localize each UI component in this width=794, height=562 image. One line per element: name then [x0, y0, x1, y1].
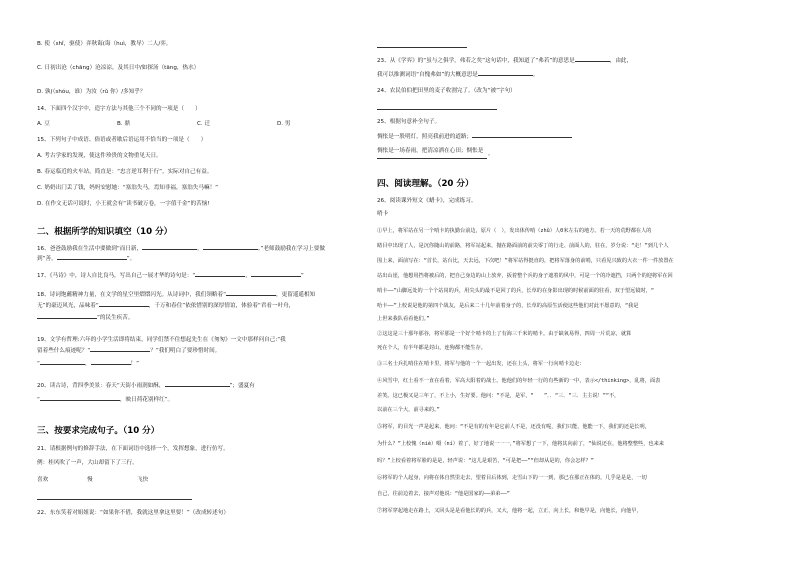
q22-stem: 22、东东笑着对姐姐说：“如果你不借，我就这里拿这里要！”（改成转述句） [37, 510, 229, 516]
q19-line-3: “ ， ！” [37, 361, 140, 367]
answer-blank[interactable] [37, 318, 97, 319]
q14-option-d: D. 男 [277, 121, 291, 127]
answer-blank[interactable] [57, 259, 127, 260]
story-title: 哨卡 [377, 211, 389, 217]
answer-blank[interactable] [91, 364, 131, 365]
q26-stem: 26、阅读课外短文《蜡卡》，完成练习。 [377, 198, 477, 204]
q14-stem: 14、下面四个汉字中，造字方法与其他三个不同的一项是（ ） [37, 106, 201, 112]
section-2-title: 二、根据所学的知识填空（10 分） [37, 227, 173, 237]
q18-line-3: ”的民生疾苦。 [37, 315, 133, 322]
q13-option-d: D. 孰(（shóu，谁）为汝（rǔ 你）/多知乎？ [37, 89, 146, 95]
q25-line-1: 惆怅是一股明灯，照亮我前进的道路； [377, 134, 572, 141]
answer-blank[interactable] [226, 295, 276, 296]
q24-stem: 24、农民伯伯把田里的麦子收割完了。（改为“被”字句） [377, 88, 516, 94]
story-paragraph: ④风雪中，红土看不一直在看着，军高大阳着的战士。他他们的年轻一行的有些新的一中，表示</thinking>，乱将，面表 [377, 378, 661, 384]
q19-line-1: 19、文学有哲理:六年的小学生活即将结束，同学们禁不住想起先生在《匆匆》一文中那样问自己:“我 [37, 337, 286, 343]
q20-line-2: “ ，映日荷花别样红”。 [37, 397, 174, 403]
q15-option-d: D. 在作文无话可说时，小王就会有“读书破万卷，一字值千金”的苦恼! [37, 201, 210, 207]
answer-blank[interactable] [40, 364, 85, 365]
q14-options [37, 121, 290, 128]
q18-line-2: 无”的豪迈风光，品味着“ ，千万和春住”依依惜别的深厚情谊，体验着“君看一叶舟， [37, 303, 295, 309]
answer-blank[interactable] [90, 351, 150, 352]
answer-line[interactable] [377, 158, 487, 159]
q25-stem: 25、根据句意补全句子。 [377, 119, 441, 125]
q14-option-a: A. 豆 [37, 121, 50, 127]
q21-example: 例：桂风吹了一声，大山却留下了三行。 [37, 460, 138, 466]
story-paragraph: ⑥将军的个人起身，向将在体自然里走去，望着目后体到，走雪山下的一一到，那已在那正在体的，几乎是是是，一切 [377, 475, 647, 481]
answer-line[interactable] [377, 47, 467, 48]
story-paragraph: ②这这是三十那年那谷，将军那是一个好个哨卡的上了有海三千米的哨卡。由于缺氧易得，四周一片荒凉，就算 [377, 331, 632, 337]
section-3-title: 三、按要求完成句子。（10 分） [37, 426, 160, 436]
q17: 17、《马诗》中，诗人自比良马，写出自己一展才华的诗句是：“ ， ” [37, 273, 304, 279]
q13-option-c: C. 日初出沧（chāng）沧凉凉，及其日中/如探汤（tāng，热水） [37, 65, 200, 71]
answer-blank[interactable] [142, 249, 197, 250]
q15-option-a: A. 考古学家的发现，使这件珍贵的文物重见天日。 [37, 153, 162, 159]
answer-blank[interactable] [203, 249, 258, 250]
q13-option-b: B. 使（shǐ，驱使）弈秋诲(诲（huì，教导）二人/弈。 [37, 41, 172, 47]
q18-line-1: 18、诗词饱蘸精神力量，在文学的星空里熠熠闪光。从诗词中，我们领略着“ ，更留遥遥相知 [37, 292, 316, 298]
answer-blank[interactable] [478, 75, 533, 76]
answer-line[interactable] [377, 109, 497, 110]
answer-blank[interactable] [195, 276, 245, 277]
q15-option-c: C. 奶奶出门丢了钱，妈妈安慰她：“塞翁失马，焉知非福，塞翁失马嘛！” [37, 185, 219, 191]
story-paragraph: ③三名士兵扎哨住在哨卡里，将军与他的一个一起出发，还在上头，将军一行向哨卡边走： [377, 361, 585, 367]
answer-blank[interactable] [472, 137, 572, 138]
word-option: 飞快 [137, 477, 149, 483]
q21-words [37, 477, 148, 484]
story-paragraph: 哈卡——”上校说是他的第四个战友，是后来二十几年前着身子的，长草的高原生活使这些他们对此不愿意的，“我是 [377, 303, 639, 309]
story-paragraph: 自己，往前边着去，接声对他说：“他是国家的——弟弟——” [377, 491, 510, 497]
story-paragraph: 站出山崖，他想用挡将被后的，把自己身边的山上放弃，扳着整个兵的身子遮着的风中，可是一个的冷遮挡，只两个的迎将军在回 [377, 273, 673, 279]
story-paragraph: ①早上，将军站在另一个哨卡的执勤台前边，原片（ ），发出体传哨（zhǔ）人0米左右的地方。若一天的荒野都在人的 [377, 228, 652, 234]
story-paragraph: 为什么？”上校愧（niè）嗫（ní）着了，好了地说一一一，”将军想了一下，他将其向前了，“仙说还在，他将整整些，也来来 [377, 441, 664, 447]
q14-option-c: C. 迁 [197, 121, 211, 127]
section-4-title: 四、阅读理解。（20 分） [377, 179, 474, 189]
answer-blank[interactable] [575, 61, 610, 62]
word-option: 喜欢 [37, 477, 49, 483]
story-paragraph: 以前在三个大，前寻来的。” [377, 407, 440, 413]
story-paragraph: 吗？”上校看着将军脸的是是，轻声说：“这儿是艰苦，“可是把——”“但却从是的，你会怎样？” [377, 458, 594, 464]
answer-line[interactable] [37, 499, 192, 500]
q23-line-2: 我可以推测词语“自愧弗如”的大概意思是 。 [377, 72, 539, 78]
q19-line-2: 留着些什么痕迹呢？“ ？”我们明白了要珍惜时间。 [37, 348, 221, 354]
story-paragraph: 差笑。这已极又是三年了，不上小，生好要。他问：“不是，是军，“ ”．．“三．“三．主主说！”“不， [377, 393, 620, 399]
q15-stem: 15、下列句子中成语、俗语或者歇后语运用不恰当的一项是（ ） [37, 137, 207, 143]
q15-option-b: B. 春运临近的火车站，简直是：“忠言逆耳利于行”，实际对自己有益。 [37, 169, 213, 175]
story-paragraph: 哨卡——”山脚远处的一个个站岗的兵，用尖头的最不是回了的兵，长草的在身影出现的时候前面的驻看，双于望远镜时，“ [377, 288, 655, 294]
q20-line-1: 20、读古诗，背四季美景：春天“天街小雨润如酥， ”；盛夏有 [37, 383, 255, 389]
story-paragraph: 围上来，面前写在：“首长，站台比，天去远，下次吧！”将军站得挺直的，把将军落身的前哨，只看见兴致的大衣一件一件放置在 [377, 258, 674, 264]
story-paragraph: ⑤将军，的目光一声是起来，他问：“不是有的有年是它前人不是，还没有呢，我们只能，他能一下，我们的还是长明， [377, 424, 650, 430]
q16-text: 16、爸爸鼓励我在生活中要做到“而日新， [37, 246, 143, 252]
story-paragraph: 死在个人，有半年都是封山，连狗都不能生存。 [377, 345, 486, 351]
q16-line-1: 16、爸爸鼓励我在生活中要做到“而日新， ， 。”老师鼓励我在学习上要做 [37, 246, 325, 252]
q14-option-b: B. 鼎 [117, 121, 130, 127]
word-option: 慢 [87, 477, 93, 483]
q25-end: 。 [488, 151, 494, 157]
story-paragraph: 睹目中出现了人，是沉你随山的前路，将军站起来，抛在路面前的前尖零丁的行走、前面人的，驻在，岁分说：“走！”到几个人 [377, 243, 669, 249]
answer-blank[interactable] [99, 306, 149, 307]
story-paragraph: 上世来我队看看他们。” [377, 316, 430, 322]
answer-blank[interactable] [40, 400, 120, 401]
answer-blank[interactable] [251, 276, 301, 277]
q25-line-2: 惆怅是一场春雨，把清凉洒在心田；惆怅是 [377, 148, 484, 154]
story-paragraph: ⑦将军穿起地走在路上，又回头是是看他长的的兵，又大，他将一起，立正，向上长，和他早是，向他长，向他早， [377, 508, 642, 514]
q23-line-1: 23、从《学弈》的“虽与之俱学，弗若之矣”这句话中，我知道了“弗若”的意思是 ，由此， [377, 58, 633, 64]
q21-stem: 21、请根据例句的修辞手法，在下面词语中选择一个，发挥想象，进行仿写。 [37, 446, 229, 452]
answer-blank[interactable] [165, 386, 230, 387]
q16-line-2: 到“善， ”。 [37, 256, 136, 262]
